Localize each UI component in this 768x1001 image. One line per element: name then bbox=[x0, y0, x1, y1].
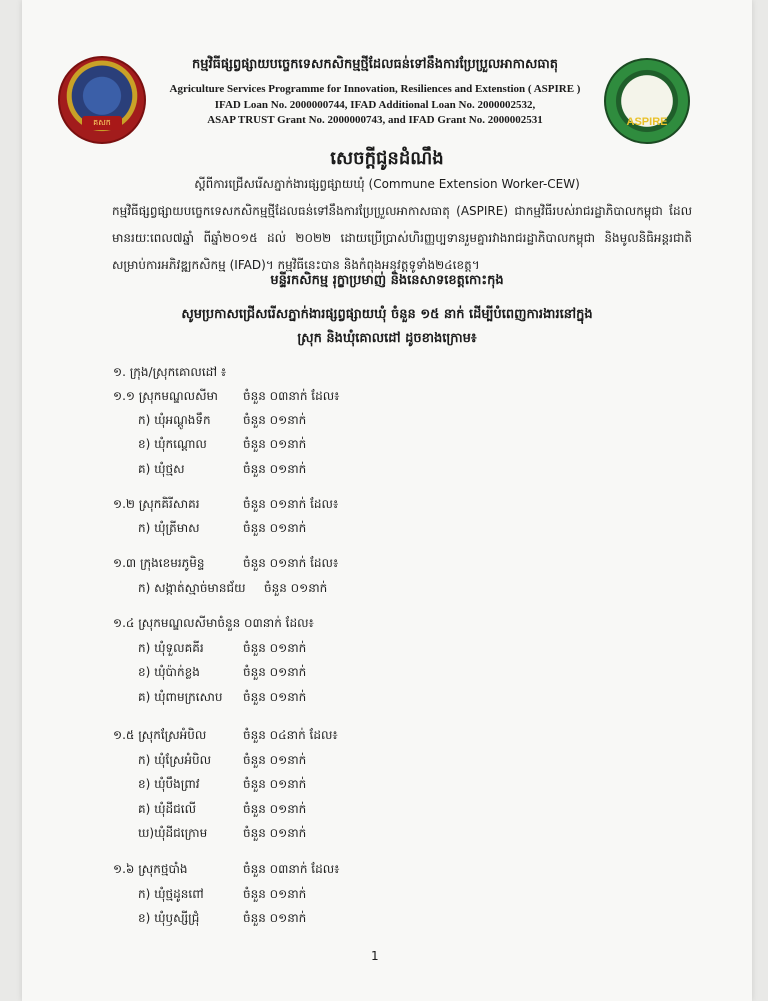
commune-count: ចំនួន ០១នាក់ bbox=[243, 641, 307, 655]
aspire-logo bbox=[604, 58, 690, 144]
ministry-logo-label: គសក bbox=[82, 116, 122, 130]
commune-item: ឃ)ឃុំដីជក្រោម bbox=[138, 826, 208, 840]
commune-count: ចំនួន ០១នាក់ bbox=[243, 911, 307, 925]
district-item: ១.២ ស្រុកគិរីសាគរ bbox=[113, 497, 200, 511]
commune-item: ខ) ឃុំបឹងព្រាវ bbox=[138, 777, 200, 791]
announcement-line-2: ស្រុក និងឃុំគោលដៅ ដូចខាងក្រោម៖ bbox=[297, 331, 477, 346]
district-item: ១.១ ស្រុកមណ្ឌលសីមា bbox=[113, 389, 218, 403]
commune-item: គ) ឃុំពាមក្រសោប bbox=[138, 690, 223, 704]
list-heading: ១. ក្រុង/ស្រុកគោលដៅ ៖ bbox=[113, 365, 227, 379]
commune-item: ក) ឃុំអណ្តូងទឹក bbox=[138, 413, 211, 427]
notice-subtitle: ស្តីពីការជ្រើសរើសភ្នាក់ងារផ្សព្វផ្សាយឃុំ (Commune Extension Worker-CEW) bbox=[194, 177, 580, 191]
page-number: 1 bbox=[371, 949, 379, 963]
commune-count: ចំនួន ០១នាក់ bbox=[243, 826, 307, 840]
commune-item: ក) សង្កាត់ស្មាច់មានជ័យ bbox=[138, 581, 246, 595]
commune-item: គ) ឃុំដីជលើ bbox=[138, 802, 197, 816]
district-item: ១.៣ ក្រុងខេមរភូមិន្ទ bbox=[113, 556, 205, 570]
commune-item: ខ) ឃុំឫស្សីជ្រុំ bbox=[138, 911, 200, 925]
commune-count: ចំនួន ០១នាក់ bbox=[243, 462, 307, 476]
commune-item: ក) ឃុំស្រែអំបិល bbox=[138, 753, 212, 767]
ministry-logo bbox=[58, 56, 146, 144]
programme-khmer-title: កម្មវិធីផ្សព្វផ្សាយបច្ចេកទេសកសិកម្មថ្មីដែលធន់ទៅនឹងការប្រែប្រួលអាកាសធាតុ bbox=[191, 57, 558, 72]
district-item: ១.៦ ស្រុកថ្មបាំង bbox=[113, 862, 188, 876]
district-count: ចំនួន ០១នាក់ ដែល៖ bbox=[243, 497, 339, 511]
commune-item: ក) ឃុំទួលគគីរ bbox=[138, 641, 204, 655]
commune-item: គ) ឃុំថ្មស bbox=[138, 462, 185, 476]
commune-item: ក) ឃុំថ្មដូនពៅ bbox=[138, 887, 204, 901]
commune-count: ចំនួន ០១នាក់ bbox=[243, 521, 307, 535]
commune-count: ចំនួន ០១នាក់ bbox=[243, 802, 307, 816]
department-line: មន្ទីរកសិកម្ម រុក្ខាប្រមាញ់ និងនេសាទខេត្តកោះកុង bbox=[270, 273, 504, 288]
commune-count: ចំនួន ០១នាក់ bbox=[243, 887, 307, 901]
programme-english-title: Agriculture Services Programme for Innovation, Resiliences and Extenstion ( ASPIRE ) bbox=[169, 83, 581, 95]
commune-count: ចំនួន ០១នាក់ bbox=[243, 437, 307, 451]
commune-item: ខ) ឃុំប៉ាក់ខ្លង bbox=[138, 665, 200, 679]
commune-count: ចំនួន ០១នាក់ bbox=[243, 753, 307, 767]
commune-item: ក) ឃុំត្រីមាស bbox=[138, 521, 200, 535]
loan-info-line-1: IFAD Loan No. 2000000744, IFAD Additional Loan No. 2000002532, bbox=[214, 99, 536, 111]
district-item: ១.៤ ស្រុកមណ្ឌលសីមាចំនួន ០៣នាក់ ដែល៖ bbox=[113, 616, 314, 630]
district-count: ចំនួន ០៣នាក់ ដែល៖ bbox=[243, 389, 340, 403]
commune-count: ចំនួន ០១នាក់ bbox=[264, 581, 328, 595]
notice-title: សេចក្តីជូនដំណឹង bbox=[330, 148, 444, 169]
commune-item: ខ) ឃុំកណ្តោល bbox=[138, 437, 207, 451]
district-count: ចំនួន ០១នាក់ ដែល៖ bbox=[243, 556, 339, 570]
commune-count: ចំនួន ០១នាក់ bbox=[243, 413, 307, 427]
notice-paragraph: កម្មវិធីផ្សព្វផ្សាយបច្ចេកទេសកសិកម្មថ្មីដែលធន់ទៅនឹងការប្រែប្រួលអាកាសធាតុ (ASPIRE) ជាកម្មវិធីរបស់រាជរដ្ឋាភិបាលកម្ពុជា ដែលមានរយៈពេល៧ឆ្នាំ ពីឆ្នាំ២០១៥ ដល់ ២០២២ ដោយប្រើប្រាស់ហិរញ្ញប្បទានរួមគ្នារវាងរាជរដ្ឋាភិបាលកម្ពុជា និងមូលនិធិអន្តរជាតិសម្រាប់ការអភិវឌ្ឍកសិកម្ម (IFAD)។ កម្មវិធីនេះបាន និងកំពុងអនុវត្តទូទាំង២៤ខេត្ត។ bbox=[112, 204, 692, 272]
loan-info-line-2: ASAP TRUST Grant No. 2000000743, and IFAD Grant No. 2000002531 bbox=[207, 114, 543, 126]
district-item: ១.៥ ស្រុកស្រែអំបិល bbox=[113, 728, 207, 742]
commune-count: ចំនួន ០១នាក់ bbox=[243, 690, 307, 704]
district-count: ចំនួន ០៤នាក់ ដែល៖ bbox=[243, 728, 338, 742]
district-count: ចំនួន ០៣នាក់ ដែល៖ bbox=[243, 862, 340, 876]
aspire-logo-label: ASPIRE bbox=[626, 116, 668, 128]
commune-count: ចំនួន ០១នាក់ bbox=[243, 777, 307, 791]
announcement-line-1: សូមប្រកាសជ្រើសរើសភ្នាក់ងារផ្សព្វផ្សាយឃុំ ចំនួន ១៥ នាក់ ដើម្បីបំពេញការងារនៅក្នុង bbox=[181, 307, 593, 322]
commune-count: ចំនួន ០១នាក់ bbox=[243, 665, 307, 679]
